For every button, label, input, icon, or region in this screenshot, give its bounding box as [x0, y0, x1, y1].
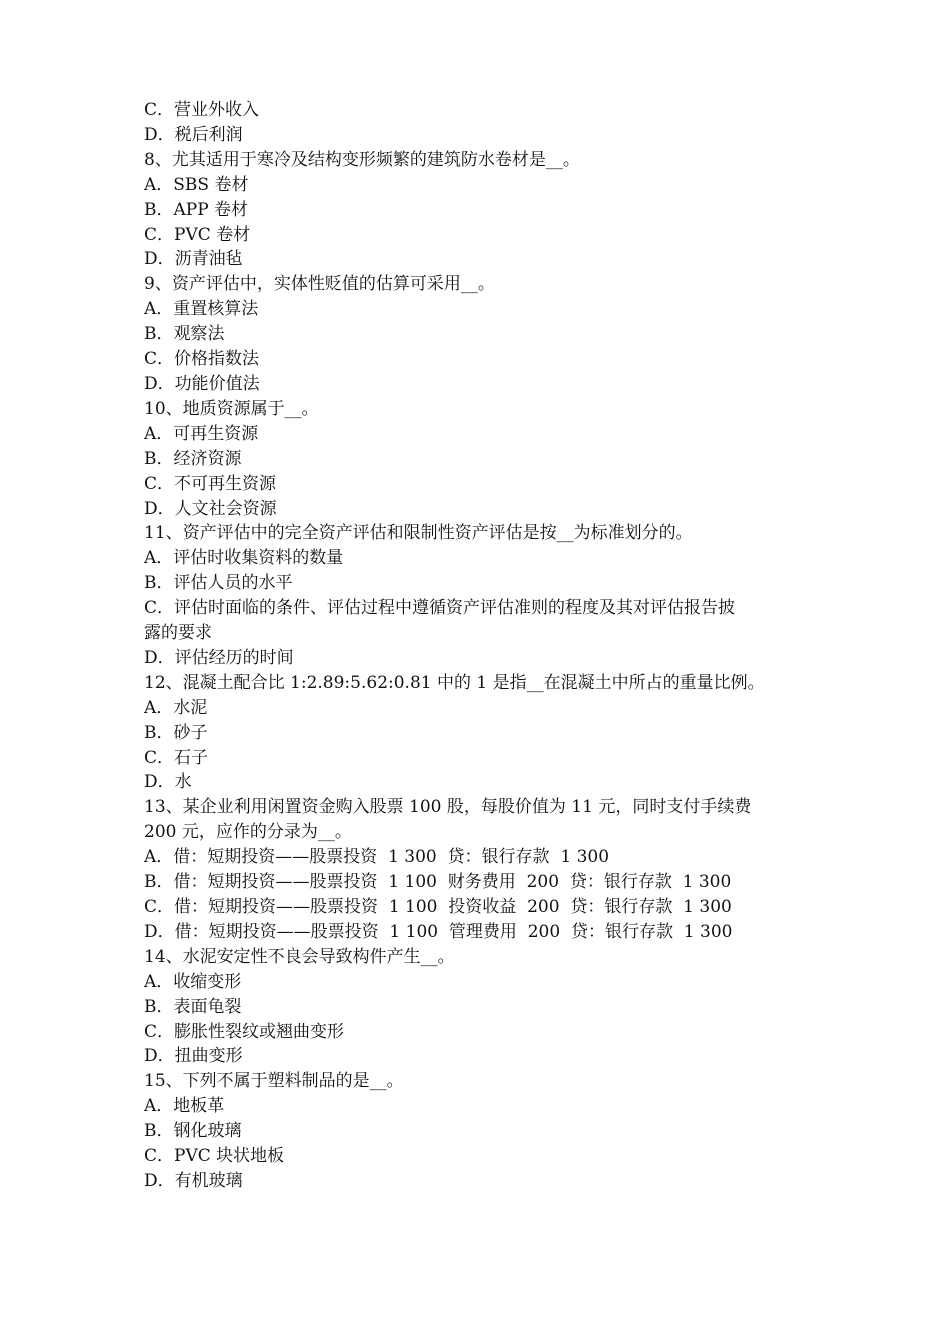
- text-line: C．石子: [144, 747, 209, 768]
- text-line: C．评估时面临的条件、评估过程中遵循资产评估准则的程度及其对评估报告披: [144, 598, 736, 619]
- text-line: B．砂子: [144, 722, 208, 743]
- text-line: 200 元，应作的分录为__。: [144, 822, 352, 843]
- text-line: 9、资产评估中，实体性贬值的估算可采用__。: [144, 274, 495, 295]
- text-line: D．功能价值法: [144, 373, 260, 394]
- text-line: B．钢化玻璃: [144, 1121, 242, 1142]
- text-line: 15、下列不属于塑料制品的是__。: [144, 1071, 404, 1092]
- text-line: C．PVC 块状地板: [144, 1146, 285, 1167]
- text-line: 14、水泥安定性不良会导致构件产生__。: [144, 946, 455, 967]
- text-line: A．重置核算法: [144, 299, 259, 320]
- text-line: D．沥青油毡: [144, 249, 243, 270]
- text-line: B．经济资源: [144, 448, 242, 469]
- text-line: 8、尤其适用于寒冷及结构变形频繁的建筑防水卷材是__。: [144, 149, 580, 170]
- text-line: D．水: [144, 772, 192, 793]
- text-line: 11、资产评估中的完全资产评估和限制性资产评估是按__为标准划分的。: [144, 523, 693, 544]
- text-line: A．可再生资源: [144, 423, 259, 444]
- text-line: B．表面龟裂: [144, 996, 242, 1017]
- text-line: A．借：短期投资——股票投资 1 300 贷：银行存款 1 300: [144, 847, 610, 868]
- text-line: B．评估人员的水平: [144, 573, 293, 594]
- text-line: B．借：短期投资——股票投资 1 100 财务费用 200 贷：银行存款 1 300: [144, 872, 732, 893]
- text-line: B．观察法: [144, 324, 225, 345]
- text-line: D．人文社会资源: [144, 498, 277, 519]
- text-line: C．PVC 卷材: [144, 224, 251, 245]
- text-line: D．有机玻璃: [144, 1170, 243, 1191]
- text-line: A．水泥: [144, 697, 208, 718]
- text-line: D．扭曲变形: [144, 1046, 243, 1067]
- text-line: A．地板革: [144, 1096, 225, 1117]
- text-line: C．不可再生资源: [144, 473, 277, 494]
- text-line: D．借：短期投资——股票投资 1 100 管理费用 200 贷：银行存款 1 300: [144, 921, 733, 942]
- text-line: D．税后利润: [144, 124, 243, 145]
- text-line: 露的要求: [144, 623, 212, 644]
- text-line: 12、混凝土配合比 1:2.89:5.62:0.81 中的 1 是指__在混凝土中所占的重量比例。: [144, 672, 765, 693]
- text-line: C．价格指数法: [144, 349, 260, 370]
- text-line: D．评估经历的时间: [144, 647, 294, 668]
- text-line: 13、某企业利用闲置资金购入股票 100 股，每股价值为 11 元，同时支付手续费: [144, 797, 752, 818]
- document-body: [144, 98, 814, 1194]
- text-line: C．营业外收入: [144, 100, 260, 120]
- text-line: B．APP 卷材: [144, 199, 249, 220]
- text-line: 10、地质资源属于__。: [144, 398, 319, 419]
- text-line: A．评估时收集资料的数量: [144, 548, 344, 569]
- text-line: C．借：短期投资——股票投资 1 100 投资收益 200 贷：银行存款 1 300: [144, 897, 732, 917]
- text-line: A．SBS 卷材: [144, 174, 249, 195]
- text-line: A．收缩变形: [144, 971, 242, 992]
- text-line: C．膨胀性裂纹或翘曲变形: [144, 1021, 345, 1042]
